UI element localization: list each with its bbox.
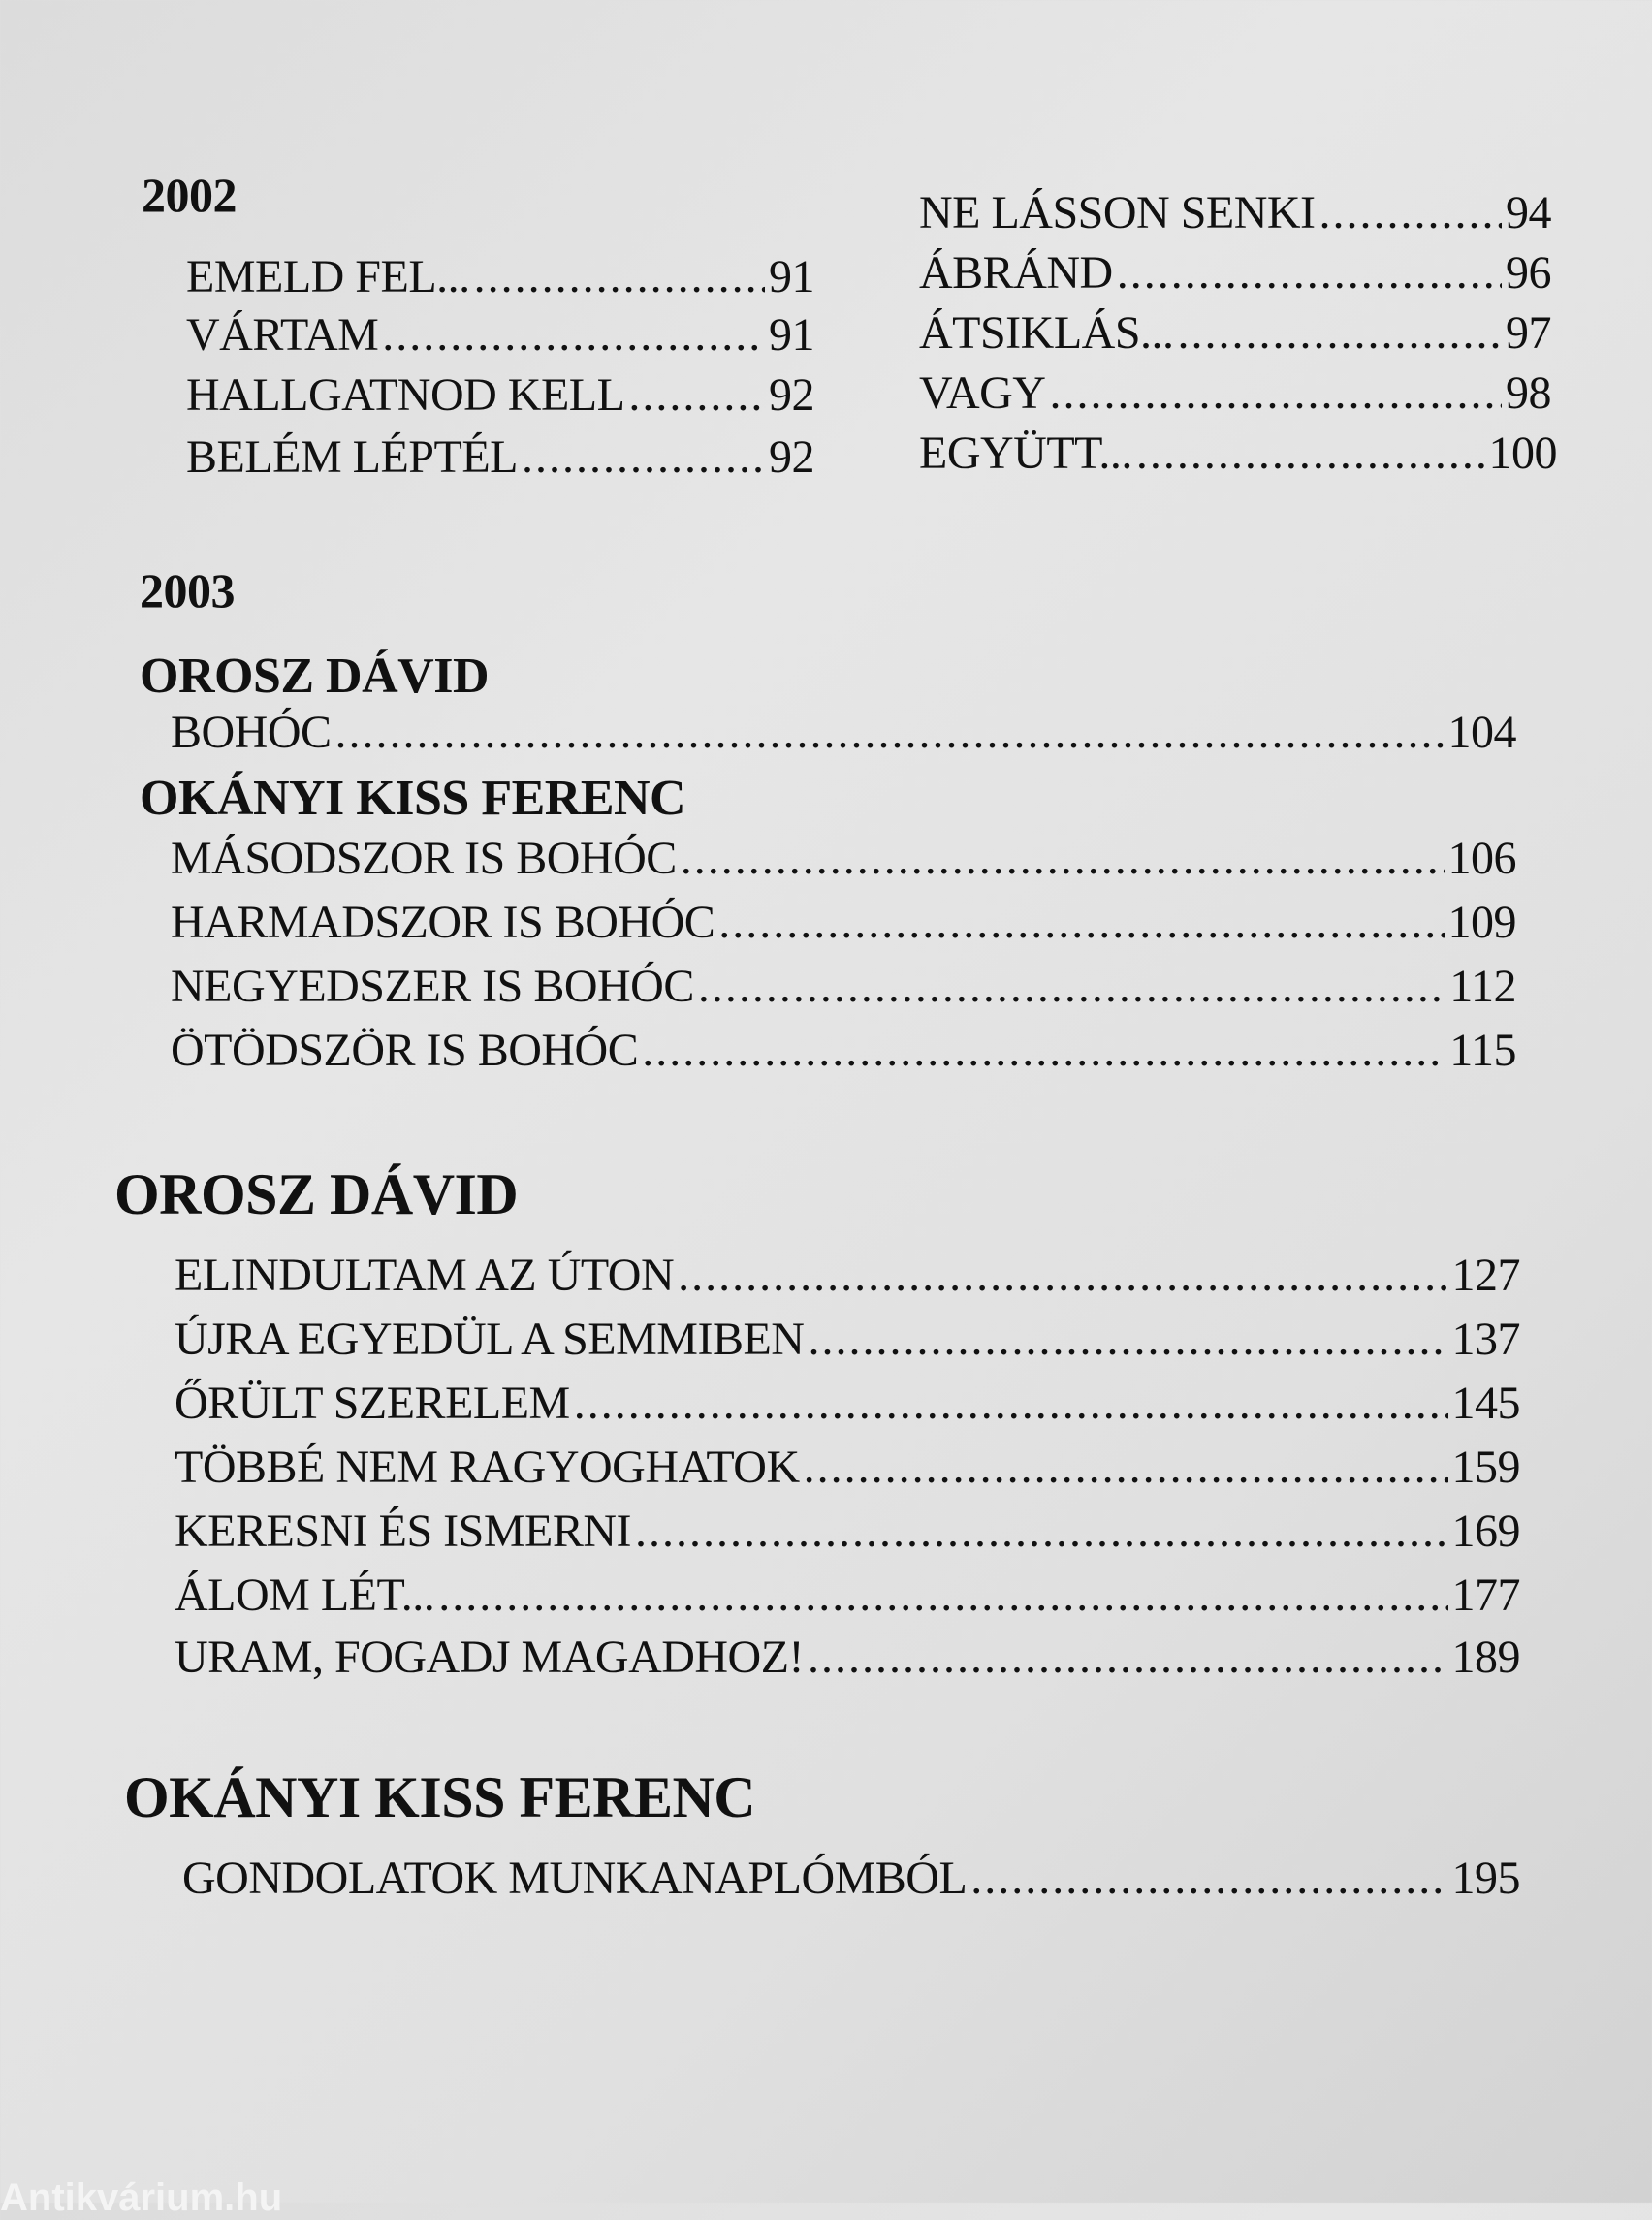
entry-page: 96 — [1506, 247, 1551, 299]
toc-entry — [171, 896, 1516, 949]
entry-title: NE LÁSSON SENKI — [919, 187, 1316, 238]
toc-entry — [919, 306, 1551, 360]
dot-leader — [808, 1313, 1447, 1366]
entry-title: EMELD FEL... — [186, 251, 470, 302]
entry-page: 115 — [1449, 1025, 1516, 1076]
entry-page: 91 — [769, 251, 814, 302]
dot-leader — [642, 1024, 1446, 1077]
dot-leader — [678, 1249, 1447, 1302]
entry-title: URAM, FOGADJ MAGADHOZ! — [175, 1632, 805, 1683]
toc-entry — [175, 1631, 1520, 1684]
entry-title: VAGY — [919, 367, 1046, 419]
entry-title: KERESNI ÉS ISMERNI — [175, 1506, 632, 1557]
entry-page: 169 — [1451, 1506, 1520, 1557]
toc-entry — [171, 1024, 1516, 1077]
toc-entry — [186, 250, 814, 303]
entry-title: ELINDULTAM AZ ÚTON — [175, 1250, 675, 1301]
entry-page: 92 — [769, 431, 814, 483]
entry-title: VÁRTAM — [186, 309, 379, 361]
dot-leader — [808, 1631, 1447, 1684]
entry-title: ÁTSIKLÁS... — [919, 307, 1174, 359]
watermark: Antikvárium.hu — [0, 2176, 283, 2219]
entry-title: ŐRÜLT SZERELEM — [175, 1378, 570, 1429]
entry-title: MÁSODSZOR IS BOHÓC — [171, 833, 677, 884]
entry-title: NEGYEDSZER IS BOHÓC — [171, 961, 694, 1012]
toc-entry — [919, 366, 1551, 420]
toc-entry — [171, 706, 1516, 759]
toc-entry — [919, 186, 1551, 239]
section-heading-orosz: OROSZ DÁVID — [114, 1162, 519, 1226]
toc-entry — [919, 246, 1551, 300]
author-heading-okanyi: OKÁNYI KISS FERENC — [140, 771, 686, 826]
entry-title: HARMADSZOR IS BOHÓC — [171, 897, 715, 948]
dot-leader — [1049, 366, 1502, 420]
dot-leader — [1136, 427, 1485, 480]
entry-title: BELÉM LÉPTÉL — [186, 431, 518, 483]
dot-leader — [698, 960, 1446, 1013]
dot-leader — [1117, 246, 1502, 300]
toc-entry — [171, 832, 1516, 885]
toc-entry — [182, 1852, 1520, 1905]
entry-page: 112 — [1449, 961, 1516, 1012]
entry-page: 97 — [1506, 307, 1551, 359]
toc-entry — [919, 427, 1557, 480]
entry-page: 98 — [1506, 367, 1551, 419]
toc-entry — [175, 1569, 1520, 1622]
dot-leader — [628, 368, 765, 422]
entry-page: 137 — [1451, 1314, 1520, 1365]
entry-page: 106 — [1447, 833, 1516, 884]
dot-leader — [574, 1377, 1448, 1430]
entry-title: TÖBBÉ NEM RAGYOGHATOK — [175, 1442, 800, 1493]
entry-page: 189 — [1451, 1632, 1520, 1683]
entry-title: GONDOLATOK MUNKANAPLÓMBÓL — [182, 1853, 968, 1904]
toc-entry — [186, 308, 814, 362]
dot-leader — [438, 1569, 1447, 1622]
entry-page: 145 — [1451, 1378, 1520, 1429]
dot-leader — [1319, 186, 1502, 239]
dot-leader — [335, 706, 1445, 759]
toc-entry — [175, 1441, 1520, 1494]
entry-title: EGYÜTT... — [919, 428, 1132, 479]
toc-entry — [186, 368, 814, 422]
year-heading-2003: 2003 — [140, 563, 235, 618]
dot-leader — [635, 1505, 1447, 1558]
dot-leader — [382, 308, 765, 362]
entry-title: ÚJRA EGYEDÜL A SEMMIBEN — [175, 1314, 805, 1365]
toc-entry — [171, 960, 1516, 1013]
entry-page: 100 — [1488, 428, 1557, 479]
dot-leader — [970, 1852, 1447, 1905]
dot-leader — [522, 430, 765, 484]
dot-leader — [474, 250, 765, 303]
entry-page: 92 — [769, 369, 814, 421]
toc-entry — [175, 1505, 1520, 1558]
toc-entry — [186, 430, 814, 484]
dot-leader — [718, 896, 1444, 949]
entry-title: HALLGATNOD KELL — [186, 369, 625, 421]
entry-title: BOHÓC — [171, 707, 332, 758]
entry-title: ÖTÖDSZÖR IS BOHÓC — [171, 1025, 639, 1076]
toc-entry — [175, 1313, 1520, 1366]
author-heading-orosz: OROSZ DÁVID — [140, 649, 489, 704]
entry-title: ÁLOM LÉT... — [175, 1570, 435, 1621]
toc-entry — [175, 1249, 1520, 1302]
dot-leader — [804, 1441, 1448, 1494]
entry-page: 91 — [769, 309, 814, 361]
entry-page: 177 — [1451, 1570, 1520, 1621]
entry-title: ÁBRÁND — [919, 247, 1113, 299]
toc-entry — [175, 1377, 1520, 1430]
entry-page: 195 — [1451, 1853, 1520, 1904]
year-heading-2002: 2002 — [142, 168, 237, 222]
entry-page: 127 — [1451, 1250, 1520, 1301]
entry-page: 94 — [1506, 187, 1551, 238]
entry-page: 159 — [1451, 1442, 1520, 1493]
dot-leader — [1178, 306, 1502, 360]
entry-page: 109 — [1447, 897, 1516, 948]
entry-page: 104 — [1447, 707, 1516, 758]
dot-leader — [681, 832, 1445, 885]
section-heading-okanyi: OKÁNYI KISS FERENC — [124, 1765, 756, 1829]
